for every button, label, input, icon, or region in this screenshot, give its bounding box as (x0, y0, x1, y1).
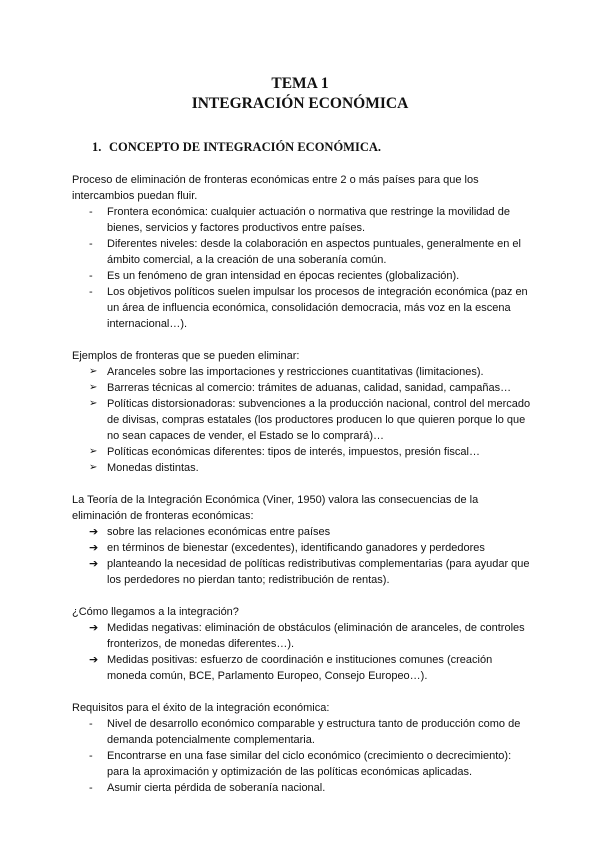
how-block (72, 604, 532, 684)
arrowhead-bullet-icon: ➢ (89, 446, 98, 457)
list-item-text: Es un fenómeno de gran intensidad en épocas recientes (globalización). (107, 270, 460, 282)
document-body (72, 172, 532, 812)
section-number: 1. (92, 140, 102, 154)
arrow-right-icon: ➔ (89, 622, 99, 634)
list-item-text: Medidas positivas: esfuerzo de coordinación e instituciones comunes (creación moneda común, BCE, Parlamento Europeo, Consejo Europeo…). (107, 654, 493, 682)
list-item (72, 396, 532, 444)
list-item-text: Nivel de desarrollo económico comparable y estructura tanto de producción como de demanda potencialmente complementaria. (107, 718, 521, 746)
dash-marker: - (89, 206, 93, 218)
list-item-text: Los objetivos políticos suelen impulsar los procesos de integración económica (paz en un área de influencia económica, consolidación democracia, más voz en la escena internacional…). (107, 286, 528, 330)
arrow-right-icon: ➔ (89, 542, 99, 554)
tema-label: TEMA 1 (271, 75, 329, 92)
section-heading (92, 139, 381, 155)
list-item (72, 748, 532, 780)
how-paragraph: ¿Cómo llegamos a la integración? (72, 606, 239, 618)
list-item-text: en términos de bienestar (excedentes), identificando ganadores y perdedores (107, 542, 485, 554)
list-item-text: Aranceles sobre las importaciones y restricciones cuantitativas (limitaciones). (107, 366, 484, 378)
list-item-text: sobre las relaciones económicas entre países (107, 526, 331, 538)
theory-paragraph: La Teoría de la Integración Económica (Viner, 1950) valora las consecuencias de la eliminación de fronteras económicas: (72, 494, 479, 522)
arrowhead-bullet-icon: ➢ (89, 398, 98, 409)
list-item (72, 780, 532, 796)
list-item-text: Diferentes niveles: desde la colaboración en aspectos puntuales, generalmente en el ámbito comercial, a la creación de una soberanía común. (107, 238, 521, 266)
examples-paragraph: Ejemplos de fronteras que se pueden eliminar: (72, 350, 300, 362)
dash-marker: - (89, 718, 93, 730)
list-item (72, 380, 532, 396)
examples-list (72, 364, 532, 476)
list-item (72, 204, 532, 236)
intro-paragraph: Proceso de eliminación de fronteras económicas entre 2 o más países para que los intercambios puedan fluir. (72, 174, 479, 202)
dash-marker: - (89, 238, 93, 250)
list-item-text: Asumir cierta pérdida de soberanía nacional. (107, 782, 326, 794)
how-list (72, 620, 532, 684)
list-item (72, 524, 532, 540)
intro-list (72, 204, 532, 332)
arrowhead-bullet-icon: ➢ (89, 382, 98, 393)
dash-marker: - (89, 270, 93, 282)
list-item-text: Políticas económicas diferentes: tipos de interés, impuestos, presión fiscal… (107, 446, 480, 458)
examples-block (72, 348, 532, 476)
list-item (72, 556, 532, 588)
list-item (72, 236, 532, 268)
list-item-text: Frontera económica: cualquier actuación o normativa que restringe la movilidad de bienes, servicios y factores productivos entre países. (107, 206, 510, 234)
arrow-right-icon: ➔ (89, 654, 99, 666)
dash-marker: - (89, 286, 93, 298)
dash-marker: - (89, 782, 93, 794)
list-item (72, 364, 532, 380)
requirements-list (72, 716, 532, 796)
list-item-text: planteando la necesidad de políticas redistributivas complementarias (para ayudar que los perdedores no pierdan tanto; redistribución de rentas). (107, 558, 530, 586)
list-item-text: Monedas distintas. (107, 462, 199, 474)
list-item-text: Barreras técnicas al comercio: trámites de aduanas, calidad, sanidad, campañas… (107, 382, 512, 394)
requirements-paragraph: Requisitos para el éxito de la integración económica: (72, 702, 330, 714)
theory-list (72, 524, 532, 588)
dash-marker: - (89, 750, 93, 762)
list-item-text: Encontrarse en una fase similar del ciclo económico (crecimiento o decrecimiento): para la aproximación y optimización de las políticas económicas aplicadas. (107, 750, 512, 778)
theory-block (72, 492, 532, 588)
list-item (72, 284, 532, 332)
arrowhead-bullet-icon: ➢ (89, 366, 98, 377)
section-title: CONCEPTO DE INTEGRACIÓN ECONÓMICA. (109, 140, 382, 154)
list-item-text: Políticas distorsionadoras: subvenciones a la producción nacional, control del mercado de divisas, compras estatales (los productores producen lo que quieren porque lo que no sean capaces de vender, el Estado se lo comprará)… (107, 398, 531, 442)
list-item (72, 444, 532, 460)
document-title: INTEGRACIÓN ECONÓMICA (191, 95, 409, 112)
list-item (72, 716, 532, 748)
list-item (72, 652, 532, 684)
list-item (72, 268, 532, 284)
intro-block (72, 172, 532, 332)
list-item (72, 620, 532, 652)
arrow-right-icon: ➔ (89, 558, 99, 570)
arrow-right-icon: ➔ (89, 526, 99, 538)
list-item (72, 540, 532, 556)
requirements-block (72, 700, 532, 796)
list-item (72, 460, 532, 476)
arrowhead-bullet-icon: ➢ (89, 462, 98, 473)
list-item-text: Medidas negativas: eliminación de obstáculos (eliminación de aranceles, de controles fronterizos, de monedas diferentes…). (107, 622, 525, 650)
